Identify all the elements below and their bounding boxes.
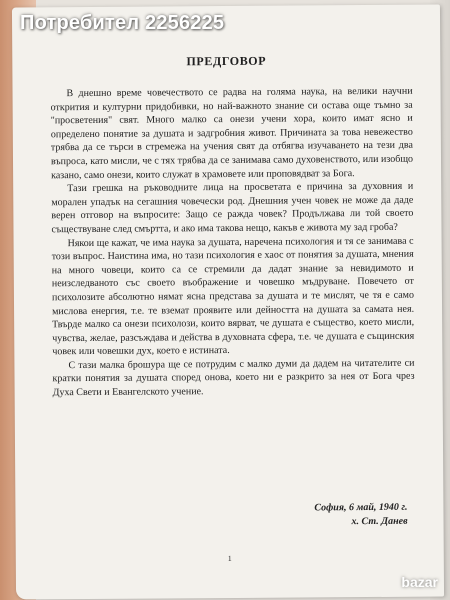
preface-body (50, 85, 414, 400)
page-title: ПРЕДГОВОР (186, 53, 267, 69)
paragraph-4: С тази малка брошура ще се потрудим с малко думи да дадем на читателите си кратки понятия за душата според онова, което ни е разкрито за нея от Бога чрез Духа Свети и Евангелското учение. (52, 357, 415, 399)
paragraph-2: Тази грешка на ръководните лица на просветата е причина за духовния и морален упадък на сегашния човечески род. Днешния учен човек не може да даде верен отговор на въпросите: Защо се ражда човек? Продължава ли той своето съществуване след смъртта, и ако има такова нещо, какъв е живота му зад гроба? (51, 180, 414, 236)
paragraph-1: В днешно време човечеството се радва на голяма наука, на велики научни открития и културни придобивки, но най-важното знание си остава още тъмно за "просветения" свят. Много малко са онези учени хора, които имат ясно и определено понятие за душата и задгробния живот. Причината за това невежество трябва да се търси в стремежа на учения свят да отбягва изучаването на тези два въпроса, като мисли, че с тях трябва да се занимава само духовенството, или изобщо казано, само онези, които служат в храмовете или проповядват за Бога. (50, 85, 414, 181)
site-logo: bazar (401, 574, 438, 590)
signature-author: х. Ст. Данев (351, 515, 408, 528)
user-watermark: Потребител 2256225 (20, 12, 225, 34)
book-page (12, 5, 444, 600)
paragraph-3: Някои ще кажат, че има наука за душата, наречена психология и тя се занимава с този въпрос. Наистина има, но тази психология е хаос от понятия за душата, мнения на много човеци, които са се стремили да дадат знание за невидимото и неизследваното със своето въображение и човешко мъдруване. Повечето от психолозите абсолютно нямат ясна представа за душата и те мислят, че тя е само мислова енергия, т.е. те вземат проявите или дейността на душата за самата нея. Твърде малко са онези психолози, които вярват, че душата е същество, което мисли, чувства, желае, разсъждава и действа в духовната сфера, т.е. че душата е същинския човек или човешки дух, което е истината. (51, 235, 415, 358)
signature-place-date: София, 6 май, 1940 г. (314, 501, 408, 514)
signature-block (314, 501, 407, 530)
page-number: 1 (227, 553, 232, 564)
